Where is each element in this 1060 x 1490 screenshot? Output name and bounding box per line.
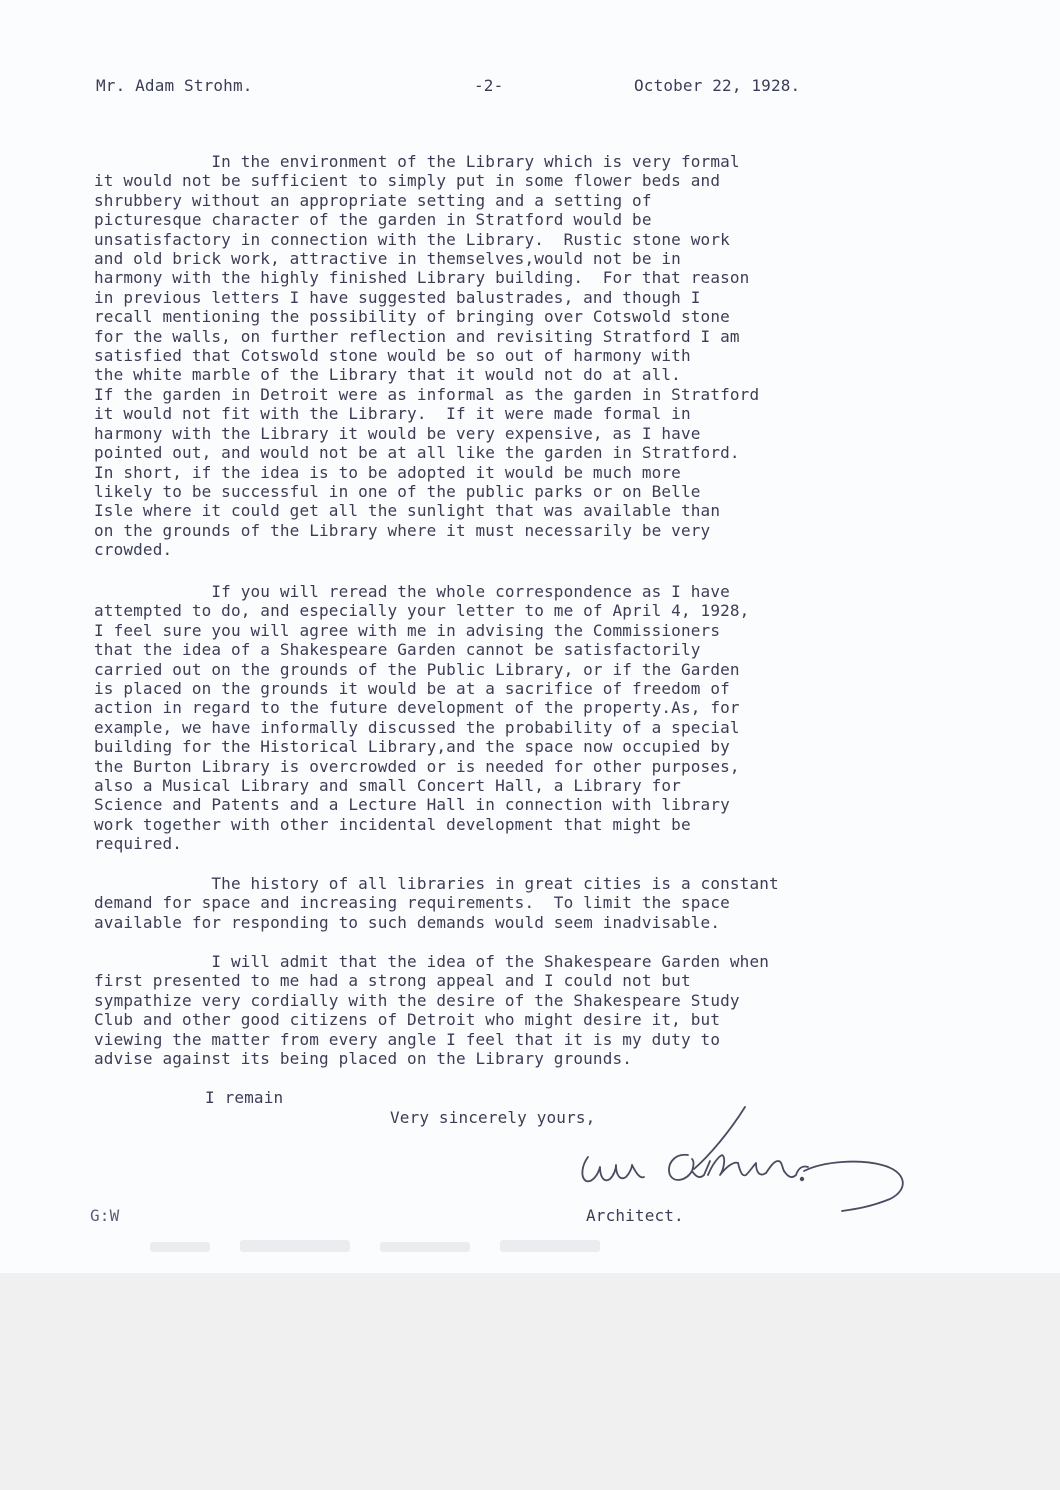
closing-valediction: Very sincerely yours, — [390, 1108, 596, 1127]
scanner-background — [0, 1273, 1060, 1490]
signer-title: Architect. — [586, 1206, 684, 1225]
header-recipient: Mr. Adam Strohm. — [96, 76, 253, 95]
bleed-through-marks — [150, 1232, 610, 1262]
header-date: October 22, 1928. — [634, 76, 801, 95]
typist-initials: G:W — [90, 1206, 120, 1225]
paragraph-2: If you will reread the whole correspondence as I have attempted to do, and especially your letter to me of April 4, 1928, I feel sure you will agree with me in advising the Commissioners that the idea of a Shakespeare Garden cannot be satisfactorily carried out on the grounds of the Public Library, or if the Garden is placed on the grounds it would be at a sacrifice of freedom of action in regard to the future development of the property.As, for example, we have informally discussed the probability of a special building for the Historical Library,and the space now occupied by the Burton Library is overcrowded or is needed for other purposes, also a Musical Library and small Concert Hall, a Library for Science and Patents and a Lecture Hall in connection with library work together with other incidental development that might be required. — [94, 582, 750, 854]
paragraph-4: I will admit that the idea of the Shakespeare Garden when first presented to me had a strong appeal and I could not but sympathize very cordially with the desire of the Shakespeare Study Club and other good citizens of Detroit who might desire it, but viewing the matter from every angle I feel that it is my duty to advise against its being placed on the Library grounds. — [94, 952, 770, 1069]
paragraph-3: The history of all libraries in great cities is a constant demand for space and increasing requirements. To limit the space available for responding to such demands would seem inadvisable. — [94, 874, 779, 932]
paragraph-1: In the environment of the Library which is very formal it would not be sufficient to simply put in some flower beds and shrubbery without an appropriate setting and a setting of picturesque character of the garden in Stratford would be unsatisfactory in connection with the Library. Rustic stone work and old brick work, attractive in themselves,would not be in harmony with the highly finished Library building. For that reason in previous letters I have suggested balustrades, and though I recall mentioning the possibility of bringing over Cotswold stone for the walls, on further reflection and revisiting Stratford I am satisfied that Cotswold stone would be so out of harmony with the white marble of the Library that it would not do at all. If the garden in Detroit were as informal as the garden in Stratford it would not fit with the Library. If it were made formal in harmony with the Library it would be very expensive, as I have pointed out, and would not be at all like the garden in Stratford. In short, if the idea is to be adopted it would be much more likely to be successful in one of the public parks or on Belle Isle where it could get all the sunlight that was available than on the grounds of the Library where it must necessarily be very crowded. — [94, 152, 760, 560]
header-page-number: -2- — [474, 76, 504, 95]
closing-remain: I remain — [205, 1088, 284, 1107]
